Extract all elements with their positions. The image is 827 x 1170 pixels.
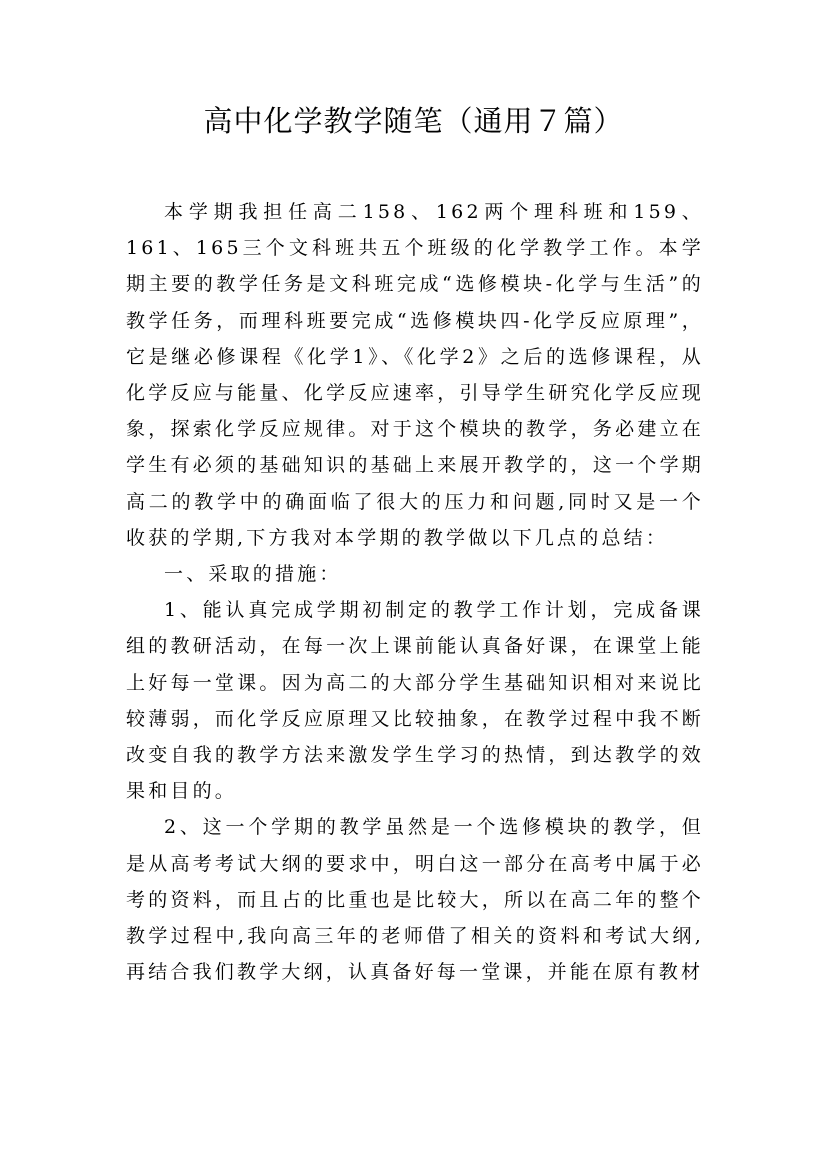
paragraph-section-heading: 一、采取的措施： bbox=[164, 563, 342, 586]
paragraph-point-2: 2、这一个学期的教学虽然是一个选修模块的教学，但是从高考考试大纲的要求中，明白这一部分在高考中属于必考的资料，而且占的比重也是比较大，所以在高二年的整个教学过程中,我向高三年的老师借了相关的资料和考试大纲,再结合我们教学大纲，认真备好每一堂课，并能在原有教材 bbox=[126, 816, 704, 984]
paragraph-point-1: 1、能认真完成学期初制定的教学工作计划，完成备课组的教研活动，在每一次上课前能认真备好课，在课堂上能上好每一堂课。因为高二的大部分学生基础知识相对来说比较薄弱，而化学反应原理又比较抽象，在教学过程中我不断改变自我的教学方法来激发学生学习的热情，到达教学的效果和目的。 bbox=[126, 599, 704, 803]
document-body bbox=[126, 194, 704, 990]
document-title: 高中化学教学随笔（通用７篇） bbox=[203, 104, 624, 138]
paragraph-intro: 本学期我担任高二158、162两个理科班和159、161、165三个文科班共五个班级的化学教学工作。本学期主要的教学任务是文科班完成“选修模块-化学与生活”的教学任务，而理科班要完成“选修模块四-化学反应原理”，它是继必修课程《化学1》、《化学2》之后的选修课程，从化学反应与能量、化学反应速率，引导学生研究化学反应现象，探索化学反应规律。对于这个模块的教学，务必建立在学生有必须的基础知识的基础上来展开教学的，这一个学期高二的教学中的确面临了很大的压力和问题,同时又是一个收获的学期,下方我对本学期的教学做以下几点的总结： bbox=[126, 201, 704, 549]
